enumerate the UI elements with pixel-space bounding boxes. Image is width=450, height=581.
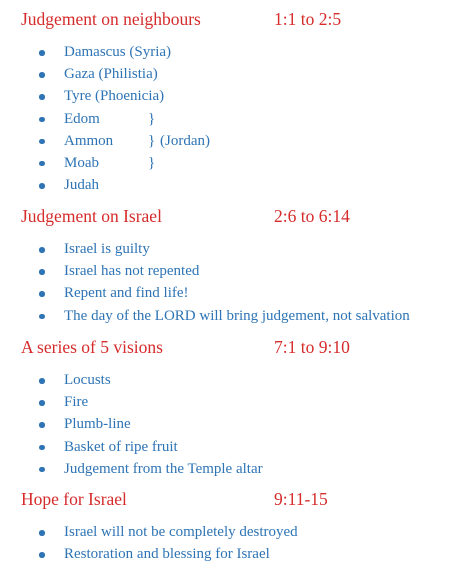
list-item-text: Plumb-line <box>64 416 131 433</box>
section-heading <box>0 486 450 512</box>
list-item-text: Israel is guilty <box>64 241 150 257</box>
bullet-icon <box>39 72 45 78</box>
list-item-text: Judgement from the Temple altar <box>64 460 263 477</box>
list-item-text: Damascus (Syria) <box>64 44 172 60</box>
bullet-icon <box>39 314 45 320</box>
bullet-icon <box>39 445 45 451</box>
chapter-reference: 2:6 to 6:14 <box>274 206 350 226</box>
grouping-brace: } <box>148 110 156 127</box>
bullet-icon <box>39 378 45 384</box>
list-item-text: Edom <box>64 110 100 127</box>
grouping-brace: } <box>148 132 156 149</box>
chapter-reference: 9:11-15 <box>274 489 328 509</box>
section-title: Hope for Israel <box>21 489 127 509</box>
chapter-reference: 1:1 to 2:5 <box>274 9 342 29</box>
list-item-text: Locusts <box>64 372 111 388</box>
list-item-text: Tyre (Phoenicia) <box>64 88 165 105</box>
list-item-text: Israel will not be completely destroyed <box>64 524 298 540</box>
section-heading <box>0 203 450 229</box>
section-heading <box>0 334 450 360</box>
bullet-icon <box>39 422 45 428</box>
section-series-of-visions <box>0 334 450 477</box>
bullet-icon <box>39 50 45 56</box>
bullet-icon <box>39 291 45 297</box>
list-item-text: Israel has not repented <box>64 263 200 280</box>
section-title: Judgement on neighbours <box>21 9 201 29</box>
section-title: Judgement on Israel <box>21 206 162 226</box>
list-item-text: Ammon <box>64 132 114 149</box>
bullet-icon <box>39 400 45 406</box>
chapter-reference: 7:1 to 9:10 <box>274 337 350 357</box>
bullet-icon <box>39 467 45 473</box>
bullet-icon <box>39 139 45 145</box>
section-hope-for-israel <box>0 486 450 563</box>
bullet-icon <box>39 161 45 167</box>
section-judgement-on-israel <box>0 203 450 324</box>
section-judgement-on-neighbours <box>0 6 450 194</box>
grouping-brace: } <box>148 154 156 171</box>
bullet-icon <box>39 247 45 253</box>
bullet-icon <box>39 117 45 123</box>
list-item-text: Gaza (Philistia) <box>64 66 158 83</box>
bullet-icon <box>39 94 45 100</box>
section-heading <box>0 6 450 32</box>
bullet-icon <box>39 530 45 536</box>
list-item-text: Repent and find life! <box>64 285 189 302</box>
grouping-note: (Jordan) <box>160 132 210 149</box>
list-item-text: The day of the LORD will bring judgement, not salvation <box>64 307 410 324</box>
list-item-text: Basket of ripe fruit <box>64 438 178 455</box>
list-item-text: Restoration and blessing for Israel <box>64 546 270 563</box>
section-title: A series of 5 visions <box>21 337 163 357</box>
bullet-icon <box>39 269 45 275</box>
list-item-text: Judah <box>64 177 99 194</box>
list-item-text: Moab <box>64 154 99 171</box>
list-item-text: Fire <box>64 394 89 411</box>
bullet-icon <box>39 552 45 558</box>
bullet-icon <box>39 183 45 189</box>
